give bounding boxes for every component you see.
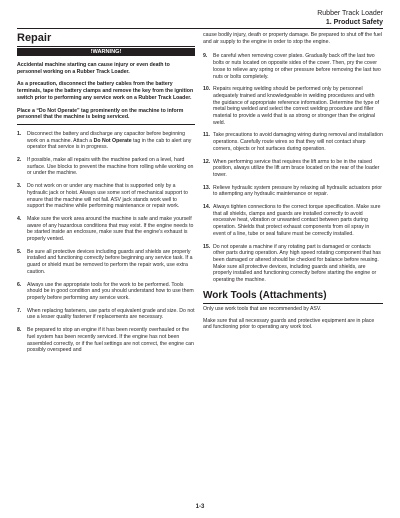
list-item <box>17 216 195 243</box>
warning-divider <box>17 124 195 125</box>
item-text: Always tighten connections to the correct torque specification. Make sure that all shields, clamps and guards are installed correctly to avoid excessive heat, vibration or unwanted contact between parts during operation. Shields that protect exhaust components from oil spray in event of a line, tube or seal failure must be correctly installed. <box>213 204 381 237</box>
item-number: 8. <box>17 327 22 334</box>
list-item <box>17 249 195 276</box>
item-text-b: tag in the cab to alert any operator that service is in progress. <box>27 137 192 151</box>
item-number: 3. <box>17 183 22 190</box>
item-number: 7. <box>17 307 22 314</box>
item-number: 11. <box>203 132 210 139</box>
header-rule <box>17 28 383 29</box>
item-text: When performing service that requires the lift arms to be in the raised position, always utilize the lift arm brace located on the rear of the loader tower. <box>213 158 380 178</box>
item-number: 13. <box>203 184 211 191</box>
precaution-text: As a precaution, disconnect the battery cables from the battery terminals, tape the battery clamps and remove the key from the ignition switch prior to performing any service work on a Rubber Track Loader. <box>17 81 194 101</box>
list-item <box>17 131 195 151</box>
page-number: 1-3 <box>195 504 205 510</box>
page-title: Repair <box>17 32 195 47</box>
product-name: Rubber Track Loader <box>317 10 383 17</box>
list-item <box>203 53 383 80</box>
list-item <box>203 244 383 284</box>
list-item <box>203 159 383 179</box>
list-item <box>17 183 195 210</box>
page-header <box>317 10 383 27</box>
list-item <box>203 204 383 238</box>
list-item <box>17 327 195 354</box>
list-item <box>203 86 383 126</box>
item-number: 12. <box>203 158 211 165</box>
item-number: 10. <box>203 86 211 93</box>
item-text: Relieve hydraulic system pressure by relaxing all hydraulic actuators prior to attempting any hydraulic maintenance or repair. <box>213 184 382 198</box>
item-number: 14. <box>203 204 211 211</box>
item-number: 15. <box>203 243 211 250</box>
repair-list-right <box>203 53 383 283</box>
item-text: Always use the appropriate tools for the work to be performed. Tools should be in good condition and you should understand how to use them properly before performing any service work. <box>27 281 194 301</box>
list-item <box>203 132 383 152</box>
item-number: 9. <box>203 53 208 60</box>
item-number: 2. <box>17 157 22 164</box>
item-number: 4. <box>17 215 22 222</box>
list-item <box>17 282 195 302</box>
item-text: Make sure the work area around the machine is safe and make yourself aware of any hazardous conditions that may exist. If the engine needs to be started inside an enclosure, make sure that the engine's exhaust is properly vented. <box>27 215 194 243</box>
item-number: 5. <box>17 248 22 255</box>
list-item <box>17 157 195 177</box>
right-column <box>203 32 383 336</box>
work-tools-intro: Only use work tools that are recommended by ASV. <box>203 305 322 312</box>
work-tools-heading: Work Tools (Attachments) <box>203 290 383 304</box>
section-name: 1. Product Safety <box>325 18 383 26</box>
item-text: Take precautions to avoid damaging wiring during removal and installation operations. Carefully route wires so that they will not contact sharp corners, objects or hot surfaces during operation. <box>213 132 383 152</box>
tag-text: Place a “Do Not Operate” tag prominently on the machine to inform personnel that the machine is being serviced. <box>17 107 184 121</box>
repair-list-left <box>17 131 195 354</box>
list-item <box>203 185 383 198</box>
item-number: 1. <box>17 130 22 137</box>
item-text: When replacing fasteners, use parts of equivalent grade and size. Do not use a lesser quality fastener if replacements are necessary. <box>27 307 195 321</box>
warning-text: Accidental machine starting can cause injury or even death to personnel working on a Rubber Track Loader. <box>17 62 170 75</box>
item-text: Be sure all protective devices including guards and shields are properly installed and functioning correctly before beginning any service task. If a guard or shield must be removed to perform the repair work, use extra caution. <box>27 248 193 275</box>
item-text: Do not operate a machine if any rotating part is damaged or contacts other parts during operation. Any high speed rotating component that has been damaged or altered should be checked for balance before reusing. Make sure all protective devices, including guards and shields, are properly installed and functioning correctly before starting the engine or operating the machine. <box>213 243 381 284</box>
list-item <box>17 308 195 321</box>
warning-banner: !WARNING! <box>17 48 195 56</box>
item-number: 6. <box>17 281 22 288</box>
item-text-a: Disconnect the battery and discharge any capacitor before beginning work on a machine. Attach a <box>27 130 186 144</box>
do-not-operate-emphasis: Do Not Operate <box>93 137 132 144</box>
item-text: Do not work on or under any machine that is supported only by a hydraulic jack or hoist. Always use some sort of mechanical support to ensure that the machine will not fall. ASV jack stands work well to support the machine while performing maintenance or repair work. <box>27 183 188 210</box>
work-tools-text: Make sure that all necessary guards and protective equipment are in place and functioning prior to operating any work tool. <box>203 317 375 331</box>
continuation-text: cause bodily injury, death or property damage. Be prepared to shut off the fuel and air supply to the engine in order to stop the engine. <box>203 32 382 45</box>
item-text: Be prepared to stop an engine if it has been recently overhauled or the fuel system has been recently serviced. If the engine has not been assembled correctly, or if the fuel settings are not correct, the engine can possibly overspeed and <box>27 327 194 354</box>
item-text: Be careful when removing cover plates. Gradually back off the last two bolts or nuts located on opposite sides of the cover. Then, pry the cover loose to relieve any spring or other pressure before removing the last two nuts or bolts completely. <box>213 53 381 80</box>
item-text: If possible, make all repairs with the machine parked on a level, hard surface. Use blocks to prevent the machine from rolling while working on or under the machine. <box>27 157 194 177</box>
left-column <box>17 32 195 360</box>
item-text: Repairs requiring welding should be performed only by personnel adequately trained and knowledgeable in welding procedures and with the guidance of appropriate reference information. Determine the type of metal being welded and select the correct welding procedure and filler material to provide a weld that is as strong or stronger than the original weld. <box>213 86 380 126</box>
